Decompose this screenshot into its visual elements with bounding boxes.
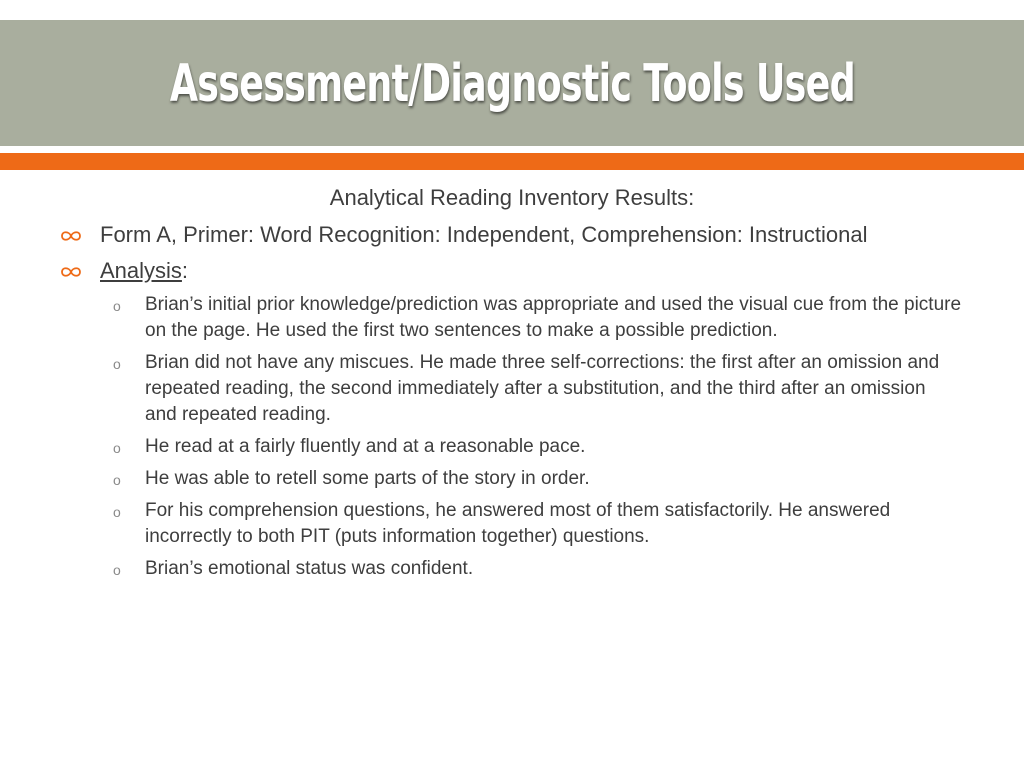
sub-list-item bbox=[0, 556, 1024, 582]
slide-title: Assessment/Diagnostic Tools Used bbox=[169, 54, 855, 114]
sub-list-item bbox=[0, 292, 1024, 344]
sub-list-item-text: He was able to retell some parts of the story in order. bbox=[145, 468, 590, 489]
subheading: Analytical Reading Inventory Results: bbox=[329, 185, 695, 210]
sub-list-item bbox=[0, 498, 1024, 550]
circle-icon: o bbox=[113, 562, 121, 578]
analysis-colon: : bbox=[181, 258, 189, 283]
circle-icon: o bbox=[113, 472, 121, 488]
title-bar bbox=[0, 20, 1024, 146]
analysis-label: Analysis bbox=[100, 258, 182, 283]
orange-loop-icon bbox=[60, 265, 82, 279]
list-item-analysis bbox=[0, 256, 1024, 286]
slide-body bbox=[0, 178, 1024, 588]
sub-list-item bbox=[0, 350, 1024, 428]
sub-list-item-text: Brian’s emotional status was confident. bbox=[145, 558, 474, 579]
sub-list-item-text: He read at a fairly fluently and at a reasonable pace. bbox=[145, 436, 586, 457]
circle-icon: o bbox=[113, 504, 121, 520]
circle-icon: o bbox=[113, 356, 121, 372]
divider-gap bbox=[0, 146, 1024, 153]
circle-icon: o bbox=[113, 298, 121, 314]
list-item-form bbox=[0, 220, 1024, 250]
sub-list-item-text: Brian did not have any miscues. He made three self-corrections: the first after an omission and repeated reading, the second immediately after a substitution, and the third after an omission and repeated reading. bbox=[145, 352, 940, 425]
sub-list-item bbox=[0, 466, 1024, 492]
sub-list-item-text: Brian’s initial prior knowledge/prediction was appropriate and used the visual cue from the picture on the page. He used the first two sentences to make a possible prediction. bbox=[145, 294, 962, 341]
sub-list-item bbox=[0, 434, 1024, 460]
list-item-text: Form A, Primer: Word Recognition: Independent, Comprehension: Instructional bbox=[100, 222, 868, 247]
accent-bar bbox=[0, 153, 1024, 170]
orange-loop-icon bbox=[60, 229, 82, 243]
circle-icon: o bbox=[113, 440, 121, 456]
sub-list-item-text: For his comprehension questions, he answered most of them satisfactorily. He answered incorrectly to both PIT (puts information together) questions. bbox=[145, 500, 891, 547]
top-strip bbox=[0, 0, 1024, 20]
